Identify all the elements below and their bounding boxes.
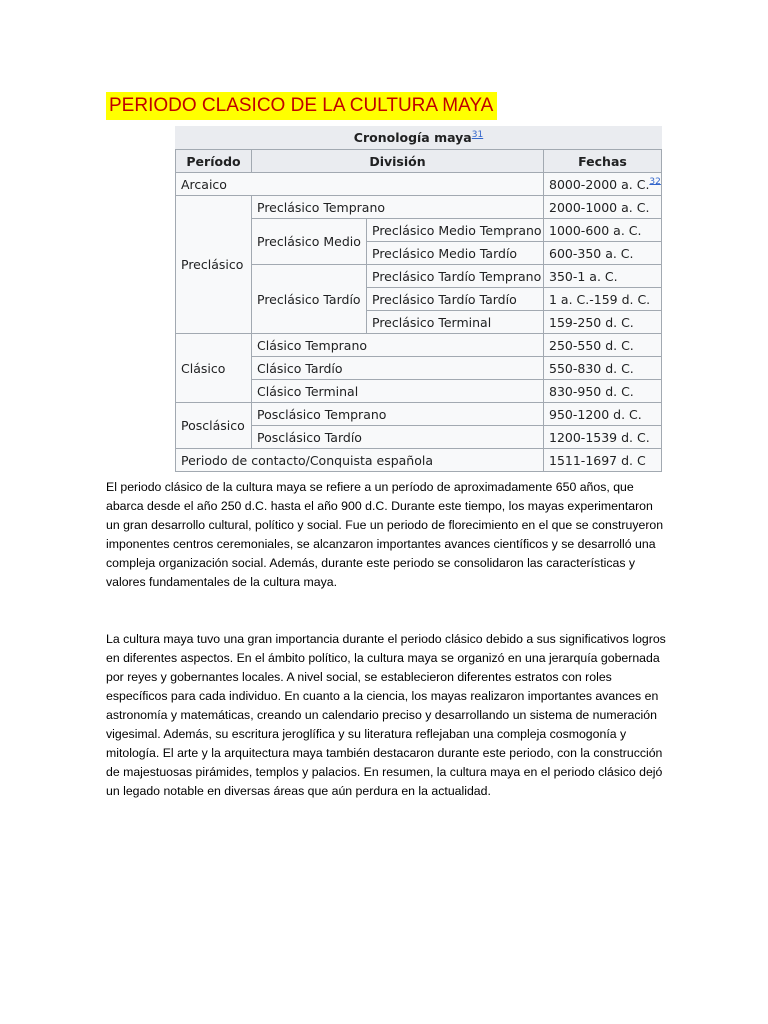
division-cell: Clásico Terminal [252, 380, 544, 403]
dates-cell: 830-950 d. C. [544, 380, 662, 403]
dates-cell: 550-830 d. C. [544, 357, 662, 380]
table-row [176, 334, 662, 357]
paragraph-2: La cultura maya tuvo una gran importancia durante el periodo clásico debido a sus significativos logros en diferentes aspectos. En el ámbito político, la cultura maya se organizó en una jerarquía gobernada por reyes y gobernantes locales. A nivel social, se establecieron diferentes estratos con roles específicos para cada individuo. En cuanto a la ciencia, los mayas realizaron importantes avances en astronomía y matemáticas, creando un calendario preciso y desarrollando un sistema de numeración vigesimal. Además, su escritura jeroglífica y su literatura reflejaban una compleja cosmogonía y mitología. El arte y la arquitectura maya también destacaron durante este periodo, con la construcción de majestuosas pirámides, templos y palacios. En resumen, la cultura maya en el periodo clásico dejó un legado notable en diversas áreas que aún perdura en la actualidad. [106, 632, 666, 798]
dates-cell: 1000-600 a. C. [544, 219, 662, 242]
division-cell: Clásico Tardío [252, 357, 544, 380]
header-division: División [252, 150, 544, 173]
subdivision-cell: Preclásico Terminal [367, 311, 544, 334]
period-cell: Periodo de contacto/Conquista española [176, 449, 544, 472]
dates-cell: 350-1 a. C. [544, 265, 662, 288]
paragraph-1: El periodo clásico de la cultura maya se refiere a un período de aproximadamente 650 años, que abarca desde el año 250 d.C. hasta el año 900 d.C. Durante este tiempo, los mayas experimentaron un gran desarrollo cultural, político y social. Fue un periodo de florecimiento en el que se construyeron imponentes centros ceremoniales, se alcanzaron importantes avances científicos y se desarrolló una compleja organización social. Además, durante este periodo se consolidaron las características y valores fundamentales de la cultura maya. [106, 480, 664, 589]
table-header-row [176, 150, 662, 173]
period-cell: Preclásico [176, 196, 252, 334]
dates-cell: 1200-1539 d. C. [544, 426, 662, 449]
table-caption-text: Cronología maya [353, 130, 472, 145]
table-row [176, 403, 662, 426]
period-cell: Clásico [176, 334, 252, 403]
subdivision-cell: Preclásico Tardío Temprano [367, 265, 544, 288]
dates-cell: 2000-1000 a. C. [544, 196, 662, 219]
division-cell: Posclásico Tardío [252, 426, 544, 449]
division-cell: Preclásico Tardío [252, 265, 367, 334]
dates-text: 8000-2000 a. C. [549, 176, 650, 192]
dates-cell: 1 a. C.-159 d. C. [544, 288, 662, 311]
subdivision-cell: Preclásico Tardío Tardío [367, 288, 544, 311]
subdivision-cell: Preclásico Medio Temprano [367, 219, 544, 242]
subdivision-cell: Preclásico Medio Tardío [367, 242, 544, 265]
reference-link[interactable]: 31 [471, 129, 484, 140]
chronology-table [175, 126, 662, 472]
dates-cell: 1511-1697 d. C [544, 449, 662, 472]
reference-link[interactable]: 32 [649, 176, 661, 187]
dates-cell: 250-550 d. C. [544, 334, 662, 357]
period-cell: Posclásico [176, 403, 252, 449]
dates-cell [544, 173, 662, 196]
division-cell: Preclásico Medio [252, 219, 367, 265]
division-cell: Preclásico Temprano [252, 196, 544, 219]
dates-cell: 600-350 a. C. [544, 242, 662, 265]
dates-cell: 159-250 d. C. [544, 311, 662, 334]
table-row [176, 196, 662, 219]
dates-cell: 950-1200 d. C. [544, 403, 662, 426]
division-cell: Clásico Temprano [252, 334, 544, 357]
table-row [176, 449, 662, 472]
document-title: PERIODO CLASICO DE LA CULTURA MAYA [106, 92, 497, 120]
header-period: Período [176, 150, 252, 173]
table-row [176, 173, 662, 196]
table-caption [175, 126, 662, 149]
period-cell: Arcaico [176, 173, 544, 196]
division-cell: Posclásico Temprano [252, 403, 544, 426]
header-dates: Fechas [544, 150, 662, 173]
